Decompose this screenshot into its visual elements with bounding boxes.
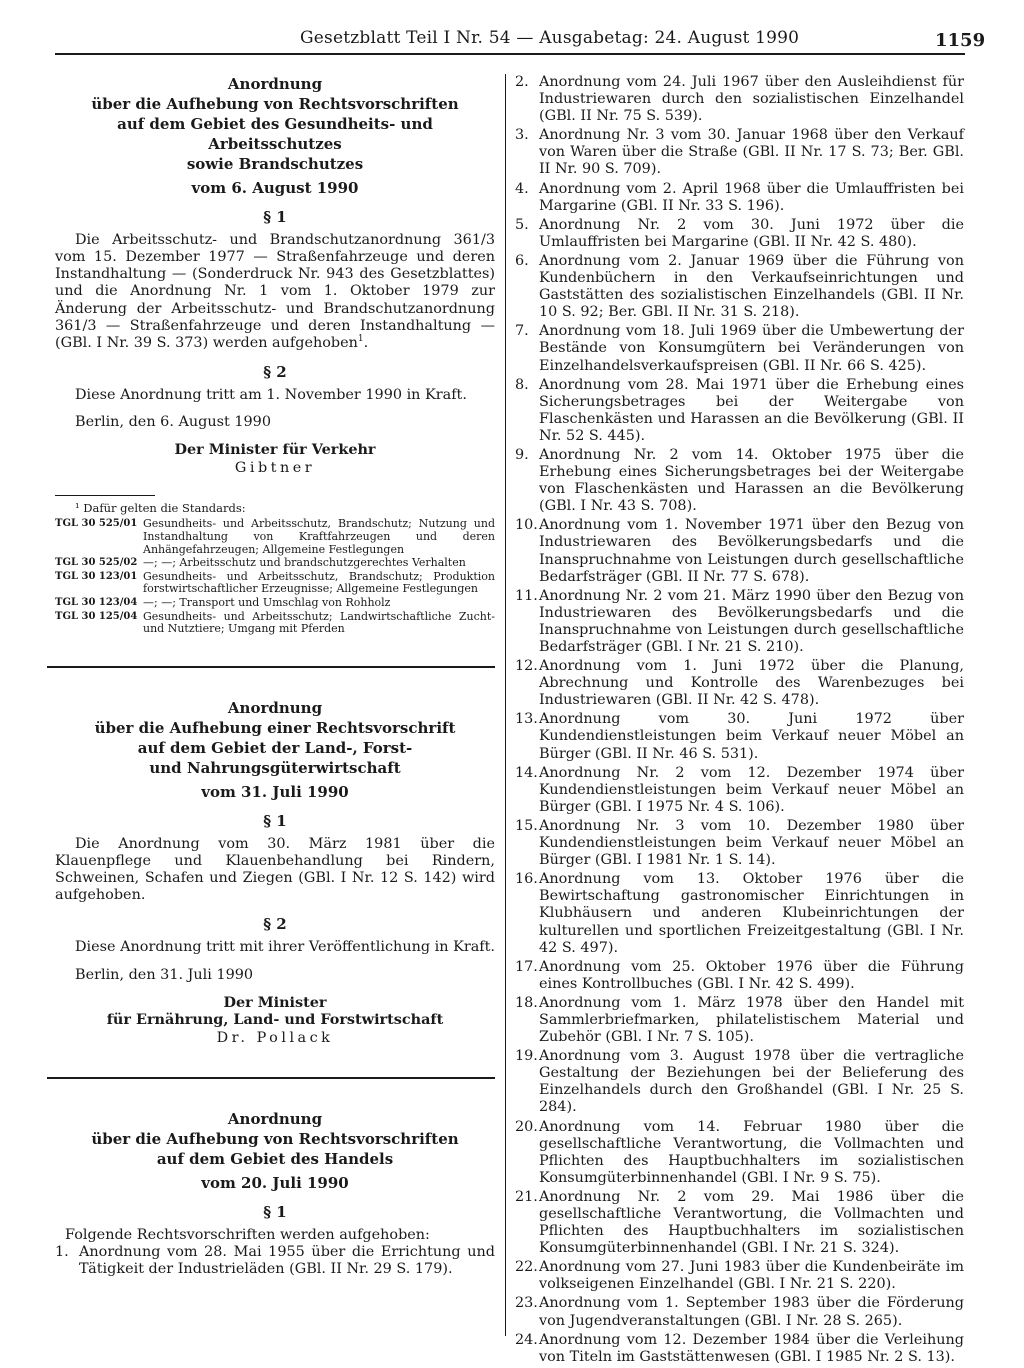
footnote-row bbox=[55, 518, 495, 556]
paragraph-text: Diese Anordnung tritt mit ihrer Veröffentlichung in Kraft. bbox=[75, 939, 495, 956]
item-number: 1. bbox=[55, 1244, 69, 1261]
standard-text: Gesundheits- und Arbeitsschutz; Landwirtschaftliche Zucht- und Nutztiere; Umgang mit Pferden bbox=[143, 609, 495, 636]
column-divider bbox=[505, 74, 506, 1336]
item-text: Anordnung vom 12. Dezember 1984 über die Verleihung von Titeln im Gaststättenwesen (GBl. I 1985 Nr. 2 S. 13). bbox=[539, 1331, 964, 1365]
title-line: Anordnung bbox=[227, 698, 323, 717]
item-text: Anordnung Nr. 2 vom 14. Oktober 1975 über die Erhebung eines Sicherungsbetrages bei der Weitergabe von Flaschenkästen und Harassen an die Bevölkerung (GBl. I Nr. 43 S. 708). bbox=[539, 446, 964, 515]
item-number: 11. bbox=[515, 587, 538, 604]
list-item bbox=[515, 377, 964, 445]
item-text: Anordnung Nr. 3 vom 30. Januar 1968 über den Verkauf von Waren über die Straße (GBl. II Nr. 17 S. 73; Ber. GBl. II Nr. 90 S. 709). bbox=[539, 127, 964, 178]
item-number: 4. bbox=[515, 180, 529, 197]
item-number: 8. bbox=[515, 376, 529, 393]
item-text: Anordnung vom 1. Juni 1972 über die Planung, Abrechnung und Kontrolle des Warenbezuges bei Industriewaren (GBl. II Nr. 42 S. 478). bbox=[539, 658, 964, 709]
item-number: 10. bbox=[515, 517, 538, 534]
item-text: Anordnung vom 24. Juli 1967 über den Ausleihdienst für Industriewaren durch den sozialistischen Einzelhandel (GBl. II Nr. 75 S. 539). bbox=[539, 74, 964, 125]
item-text: Anordnung vom 2. April 1968 über die Umlauffristen bei Margarine (GBl. II Nr. 33 S. 196). bbox=[539, 180, 964, 214]
item-text: Anordnung vom 18. Juli 1969 über die Umbewertung der Bestände von Konsumgütern bei Veränderungen von Einzelhandelsverkaufspreisen (GBl. II Nr. 66 S. 425). bbox=[539, 323, 964, 374]
standard-text: —; —; Arbeitsschutz und brandschutzgerechtes Verhalten bbox=[143, 556, 466, 570]
item-number: 15. bbox=[515, 817, 538, 834]
footnote-intro: ¹ Dafür gelten die Standards: bbox=[75, 501, 246, 516]
section-date: vom 31. Juli 1990 bbox=[201, 782, 349, 801]
item-text: Anordnung Nr. 2 vom 12. Dezember 1974 über Kundendienstleistungen beim Verkauf neuer Möbel an Bürger (GBl. I 1975 Nr. 4 S. 106). bbox=[539, 764, 964, 815]
item-text: Anordnung vom 25. Oktober 1976 über die Führung eines Kontrollbuches (GBl. I Nr. 42 S. 499). bbox=[539, 958, 964, 992]
signer-name: Gibtner bbox=[234, 460, 316, 477]
standard-code: TGL 30 123/01 bbox=[55, 570, 138, 582]
paragraph-heading: § 2 bbox=[263, 915, 287, 934]
footnote-row bbox=[55, 597, 495, 610]
standard-text: —; —; Transport und Umschlag von Rohholz bbox=[143, 595, 391, 609]
item-text: Anordnung Nr. 2 vom 30. Juni 1972 über die Umlauffristen bei Margarine (GBl. II Nr. 42 S. 480). bbox=[539, 216, 964, 250]
title-line: sowie Brandschutzes bbox=[186, 155, 364, 173]
item-text: Anordnung vom 30. Juni 1972 über Kundendienstleistungen beim Verkauf neuer Möbel an Bürger (GBl. II Nr. 46 S. 531). bbox=[539, 711, 964, 762]
paragraph-text: Diese Anordnung tritt am 1. November 1990 in Kraft. bbox=[75, 386, 467, 403]
item-number: 23. bbox=[515, 1295, 538, 1312]
signer-role: Der Minister für Verkehr bbox=[174, 441, 376, 459]
list-item bbox=[515, 181, 964, 215]
item-number: 24. bbox=[515, 1331, 538, 1348]
item-number: 12. bbox=[515, 658, 538, 675]
list-item bbox=[515, 1295, 964, 1329]
item-number: 6. bbox=[515, 252, 529, 269]
item-text: Anordnung vom 13. Oktober 1976 über die Bewirtschaftung gastronomischer Einrichtungen in Klubhäusern und anderen Klubeinrichtungen der kulturellen und sportlichen Freizeitgestaltung (GBl. I Nr. 42 S. 497). bbox=[539, 871, 964, 956]
list-item bbox=[515, 658, 964, 709]
standard-code: TGL 30 525/02 bbox=[55, 557, 138, 569]
list-item bbox=[515, 1189, 964, 1257]
paragraph-heading: § 1 bbox=[263, 208, 287, 227]
left-column bbox=[55, 74, 495, 1280]
title-line: auf dem Gebiet des Gesundheits- und Arbeitsschutzes bbox=[117, 115, 433, 153]
section-title bbox=[55, 74, 495, 174]
list-item bbox=[515, 323, 964, 374]
item-text: Anordnung Nr. 2 vom 21. März 1990 über den Bezug von Industriewaren des Bevölkerungsbedarfs und die Inanspruchnahme von Leistungen durch gesellschaftliche Bedarfsträger (GBl. I Nr. 21 S. 210). bbox=[539, 587, 964, 655]
list-item bbox=[515, 765, 964, 816]
section-separator bbox=[47, 1077, 495, 1079]
item-text: Anordnung Nr. 3 vom 10. Dezember 1980 über Kundendienstleistungen beim Verkauf neuer Möbel an Bürger (GBl. I 1981 Nr. 1 S. 14). bbox=[539, 817, 964, 869]
standard-text: Gesundheits- und Arbeitsschutz, Brandschutz; Produktion forstwirtschaftlicher Erzeugnisse; Allgemeine Festlegungen bbox=[143, 569, 495, 596]
title-line: auf dem Gebiet des Handels bbox=[156, 1149, 394, 1168]
list-item bbox=[515, 253, 964, 321]
list-item bbox=[515, 959, 964, 993]
list-item bbox=[515, 127, 964, 178]
item-text: Anordnung vom 28. Mai 1955 über die Errichtung und Tätigkeit der Industrieläden (GBl. II Nr. 29 S. 179). bbox=[79, 1244, 495, 1278]
title-line: über die Aufhebung von Rechtsvorschriften bbox=[91, 1129, 459, 1148]
title-line: über die Aufhebung einer Rechtsvorschrift bbox=[94, 718, 456, 737]
list-item bbox=[515, 1048, 964, 1116]
item-number: 13. bbox=[515, 711, 538, 728]
section-health-safety bbox=[55, 74, 495, 636]
item-text: Anordnung Nr. 2 vom 29. Mai 1986 über die gesellschaftliche Verantwortung, die Vollmachten und Pflichten des Hauptbuchhalters im sozialistischen Konsumgüterbinnenhandel (GBl. I Nr. 21 S. 324). bbox=[539, 1188, 964, 1257]
section-title bbox=[55, 698, 495, 778]
item-text: Anordnung vom 2. Januar 1969 über die Führung von Kundenbüchern in den Verkaufseinrichtungen und Gaststätten des sozialistischen Einzelhandels (GBl. II Nr. 10 S. 92; Ber. GBl. II Nr. 31 S. 218). bbox=[539, 252, 964, 321]
standard-code: TGL 30 525/01 bbox=[55, 518, 138, 530]
page-header: Gesetzblatt Teil I Nr. 54 — Ausgabetag: 24. August 1990 bbox=[300, 28, 800, 48]
title-line: auf dem Gebiet der Land-, Forst- bbox=[137, 738, 413, 757]
item-number: 3. bbox=[515, 127, 529, 144]
list-intro: Folgende Rechtsvorschriften werden aufgehoben: bbox=[65, 1227, 430, 1244]
section-agriculture bbox=[55, 698, 495, 1047]
item-number: 7. bbox=[515, 323, 529, 340]
title-line: Anordnung bbox=[227, 75, 323, 93]
paragraph-text: Die Anordnung vom 30. März 1981 über die Klauenpflege und Klauenbehandlung bei Rindern, Schweinen, Schafen und Ziegen (GBl. I Nr. 12 S. 142) wird aufgehoben. bbox=[55, 835, 495, 904]
item-number: 21. bbox=[515, 1188, 538, 1205]
item-number: 19. bbox=[515, 1048, 538, 1065]
list-item bbox=[515, 1332, 964, 1366]
item-text: Anordnung vom 1. März 1978 über den Handel mit Sammlerbriefmarken, philatelistischem Material und Zubehör (GBl. I Nr. 7 S. 105). bbox=[539, 994, 964, 1046]
page-number: 1159 bbox=[935, 30, 986, 51]
title-line: Anordnung bbox=[227, 1109, 323, 1128]
list-item bbox=[515, 217, 964, 251]
standard-code: TGL 30 125/04 bbox=[55, 610, 138, 622]
footnote-row bbox=[55, 557, 495, 570]
place-date: Berlin, den 31. Juli 1990 bbox=[75, 966, 254, 983]
item-number: 2. bbox=[515, 74, 529, 90]
standard-text: Gesundheits- und Arbeitsschutz, Brandschutz; Nutzung und Instandhaltung von Kraftfahrzeugen und deren Anhängefahrzeugen; Allgemeine Festlegungen bbox=[143, 517, 495, 556]
item-text: Anordnung vom 1. September 1983 über die Förderung von Jugendveranstaltungen (GBl. I Nr. 28 S. 265). bbox=[539, 1295, 964, 1329]
footnote-rule bbox=[55, 495, 155, 496]
list-item bbox=[515, 995, 964, 1046]
item-text: Anordnung vom 1. November 1971 über den Bezug von Industriewaren des Bevölkerungsbedarfs und die Inanspruchnahme von Leistungen durch gesellschaftliche Bedarfsträger (GBl. II Nr. 77 S. 678). bbox=[539, 517, 964, 585]
item-text: Anordnung vom 3. August 1978 über die vertragliche Gestaltung der Beziehungen bei der Belieferung des Einzelhandels durch den Großhandel (GBl. I Nr. 25 S. 284). bbox=[539, 1048, 964, 1116]
signer-role: Der Minister bbox=[223, 993, 327, 1011]
item-number: 5. bbox=[515, 216, 529, 233]
footnote-mark: 1 bbox=[357, 333, 364, 344]
paragraph-heading: § 1 bbox=[263, 811, 287, 830]
list-item bbox=[515, 711, 964, 762]
paragraph-end: . bbox=[363, 334, 369, 351]
item-text: Anordnung vom 27. Juni 1983 über die Kundenbeiräte im volkseigenen Einzelhandel (GBl. I Nr. 21 S. 220). bbox=[539, 1259, 964, 1293]
list-item bbox=[515, 871, 964, 956]
right-column bbox=[515, 74, 964, 1368]
paragraph-body: Die Arbeitsschutz- und Brandschutzanordnung 361/3 vom 15. Dezember 1977 — Straßenfahrzeuge und deren Instandhaltung — (Sonderdruck Nr. 943 des Gesetzblattes) und die Anordnung Nr. 1 vom 1. Oktober 1979 zur Änderung der Arbeitsschutz- und Brandschutzanordnung 361/3 — Straßenfahrzeuge und deren Instandhaltung — (GBl. I Nr. 39 S. 373) werden aufgehoben bbox=[55, 232, 495, 351]
paragraph-heading: § 1 bbox=[263, 1202, 287, 1221]
section-date: vom 6. August 1990 bbox=[191, 179, 359, 197]
paragraph-text bbox=[55, 232, 495, 352]
list-item bbox=[515, 74, 964, 125]
standard-code: TGL 30 123/04 bbox=[55, 596, 138, 608]
header-rule bbox=[55, 53, 965, 55]
item-number: 9. bbox=[515, 446, 529, 463]
item-number: 18. bbox=[515, 994, 538, 1011]
section-date: vom 20. Juli 1990 bbox=[201, 1173, 349, 1192]
item-number: 17. bbox=[515, 958, 538, 975]
item-number: 20. bbox=[515, 1118, 538, 1135]
place-date: Berlin, den 6. August 1990 bbox=[75, 414, 271, 431]
item-number: 14. bbox=[515, 764, 538, 781]
title-line: über die Aufhebung von Rechtsvorschriften bbox=[91, 95, 459, 113]
title-line: und Nahrungsgüterwirtschaft bbox=[149, 758, 401, 777]
footnote-row bbox=[55, 611, 495, 636]
section-trade bbox=[55, 1109, 495, 1278]
section-title bbox=[55, 1109, 495, 1169]
item-text: Anordnung vom 14. Februar 1980 über die gesellschaftliche Verantwortung, die Vollmachten und Pflichten des Hauptbuchhalters im sozialistischen Konsumgüterbinnenhandel (GBl. I Nr. 9 S. 75). bbox=[539, 1118, 964, 1186]
paragraph-heading: § 2 bbox=[263, 362, 287, 381]
list-item bbox=[515, 517, 964, 585]
item-number: 16. bbox=[515, 871, 538, 888]
section-separator bbox=[47, 666, 495, 668]
list-item bbox=[515, 1259, 964, 1293]
item-number: 22. bbox=[515, 1259, 538, 1276]
list-item bbox=[515, 447, 964, 515]
list-item bbox=[515, 818, 964, 869]
list-item bbox=[515, 588, 964, 656]
item-text: Anordnung vom 28. Mai 1971 über die Erhebung eines Sicherungsbetrages bei der Weitergabe von Flaschenkästen und Harassen an die Bevölkerung (GBl. II Nr. 52 S. 445). bbox=[539, 376, 964, 444]
signer-role: für Ernährung, Land- und Forstwirtschaft bbox=[106, 1010, 444, 1028]
signer-name: Dr. Pollack bbox=[216, 1029, 334, 1046]
list-item bbox=[55, 1244, 495, 1278]
list-item bbox=[515, 1119, 964, 1187]
footnote-row bbox=[55, 571, 495, 596]
